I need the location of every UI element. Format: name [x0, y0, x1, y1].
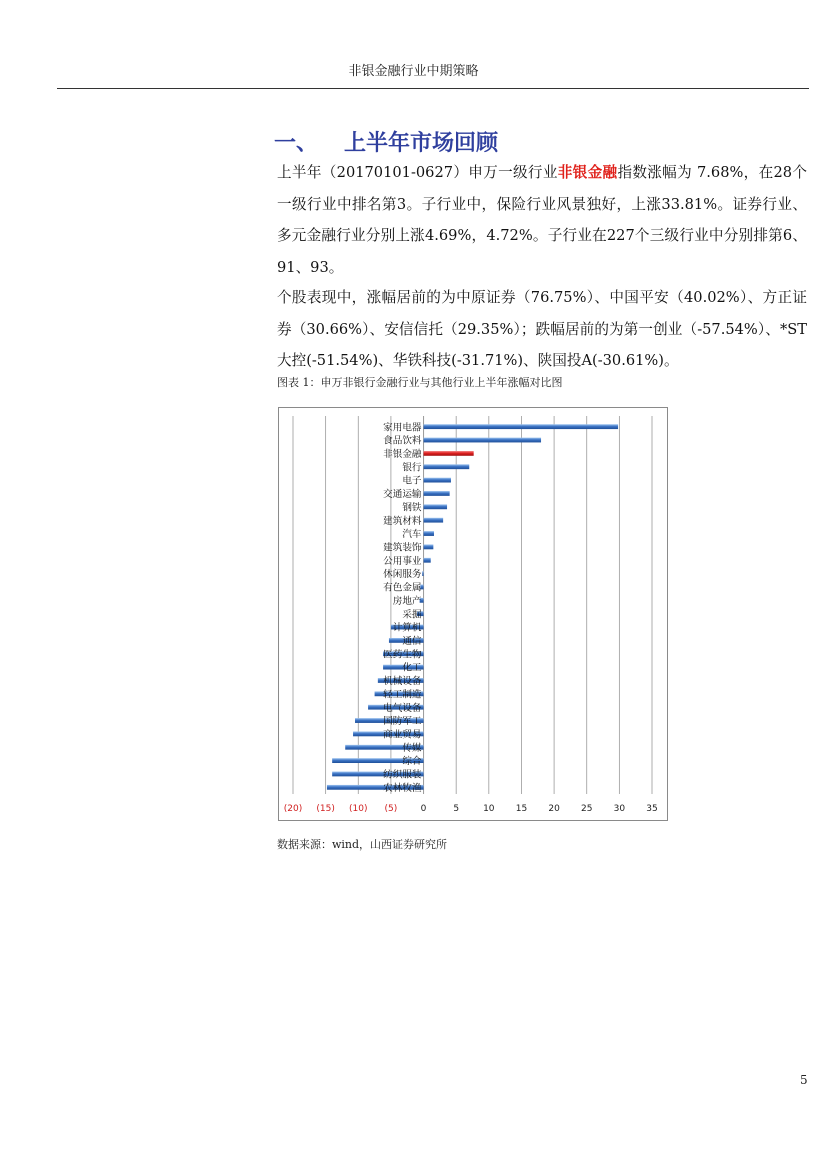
section-title [274, 126, 498, 157]
x-tick-label: 30 [613, 804, 626, 814]
x-tick-label: 20 [548, 804, 560, 814]
category-label: 钢铁 [402, 502, 422, 514]
x-tick-label: 0 [420, 804, 427, 814]
category-label: 国防军工 [383, 716, 422, 728]
x-tick-label: 25 [581, 804, 593, 814]
data-source: 数据来源：wind，山西证券研究所 [277, 838, 448, 851]
page-number: 5 [800, 1073, 808, 1087]
category-label: 综合 [402, 756, 422, 768]
bar-9 [424, 544, 434, 549]
category-label: 采掘 [402, 609, 422, 621]
bar-8 [424, 531, 434, 536]
paragraph-market-review [277, 157, 807, 283]
bar-6 [424, 504, 447, 509]
x-tick-label: (20) [283, 804, 303, 814]
x-tick-label: 15 [515, 804, 528, 814]
category-label: 银行 [402, 462, 422, 474]
category-label: 家用电器 [383, 422, 422, 434]
category-label: 商业贸易 [383, 729, 422, 741]
paragraph1-pre: 上半年（20170101-0627）申万一级行业 [277, 164, 558, 181]
category-label: 食品饮料 [383, 435, 422, 447]
x-tick-label: 35 [646, 804, 658, 814]
bar-11 [422, 571, 423, 576]
category-label: 电子 [402, 475, 422, 487]
category-label: 传媒 [402, 742, 422, 754]
bar-3 [424, 464, 470, 469]
paragraph-stock-performance: 个股表现中，涨幅居前的为中原证券（76.75%）、中国平安（40.02%）、方正证券（30.66%）、安信信托（29.35%）；跌幅居前的为第一创业（-57.54%）、*ST大控(-51.54%)、华铁科技(-31.71%)、陕国投A(-30.61%)。 [277, 289, 807, 369]
x-tick-label: (5) [384, 804, 398, 814]
section-number: 一、 [274, 131, 319, 156]
bar-2 [424, 451, 474, 456]
category-label: 交通运输 [383, 489, 422, 501]
section-title-text: 上半年市场回顾 [344, 131, 499, 156]
bar-4 [424, 478, 451, 483]
category-label: 休闲服务 [383, 569, 422, 581]
x-tick-label: 10 [483, 804, 495, 814]
category-label: 汽车 [402, 529, 422, 541]
category-label: 机械设备 [383, 676, 422, 688]
category-label: 纺织服装 [383, 769, 422, 781]
bar-0 [424, 424, 619, 429]
category-label: 公用事业 [383, 555, 422, 567]
category-label: 轻工制造 [383, 689, 422, 701]
x-tick-label: (10) [349, 804, 368, 814]
category-label: 建筑装饰 [383, 542, 422, 554]
category-label: 电气设备 [383, 702, 422, 714]
category-label: 通信 [402, 635, 422, 647]
figure-caption: 图表 1：申万非银行金融行业与其他行业上半年涨幅对比图 [277, 376, 563, 389]
category-label: 医药生物 [383, 649, 422, 661]
category-label: 农林牧渔 [383, 782, 422, 794]
paragraph1-post: 指数涨幅为 7.68%，在28个一级行业中排名第3。子行业中，保险行业风景独好，上涨33.81%。证券行业、多元金融行业分别上涨4.69%，4.72%。子行业在227个三级行业中分别排第6、91、93。 [277, 164, 807, 276]
category-label: 计算机 [392, 622, 422, 634]
bar-10 [424, 558, 431, 563]
category-label: 房地产 [392, 595, 422, 607]
header-rule [57, 88, 809, 89]
bar-5 [424, 491, 450, 496]
industry-return-chart [278, 407, 668, 821]
x-tick-label: (15) [316, 804, 335, 814]
paragraph1-highlight: 非银金融 [557, 164, 618, 181]
category-label: 非银金融 [383, 448, 422, 460]
bar-7 [424, 518, 444, 523]
x-tick-label: 5 [453, 804, 460, 814]
page-header: 非银金融行业中期策略 [348, 64, 479, 79]
category-label: 有色金属 [383, 582, 422, 594]
category-label: 化工 [402, 662, 422, 674]
category-label: 建筑材料 [383, 515, 422, 527]
bar-1 [424, 438, 541, 443]
chart-svg [279, 408, 667, 820]
